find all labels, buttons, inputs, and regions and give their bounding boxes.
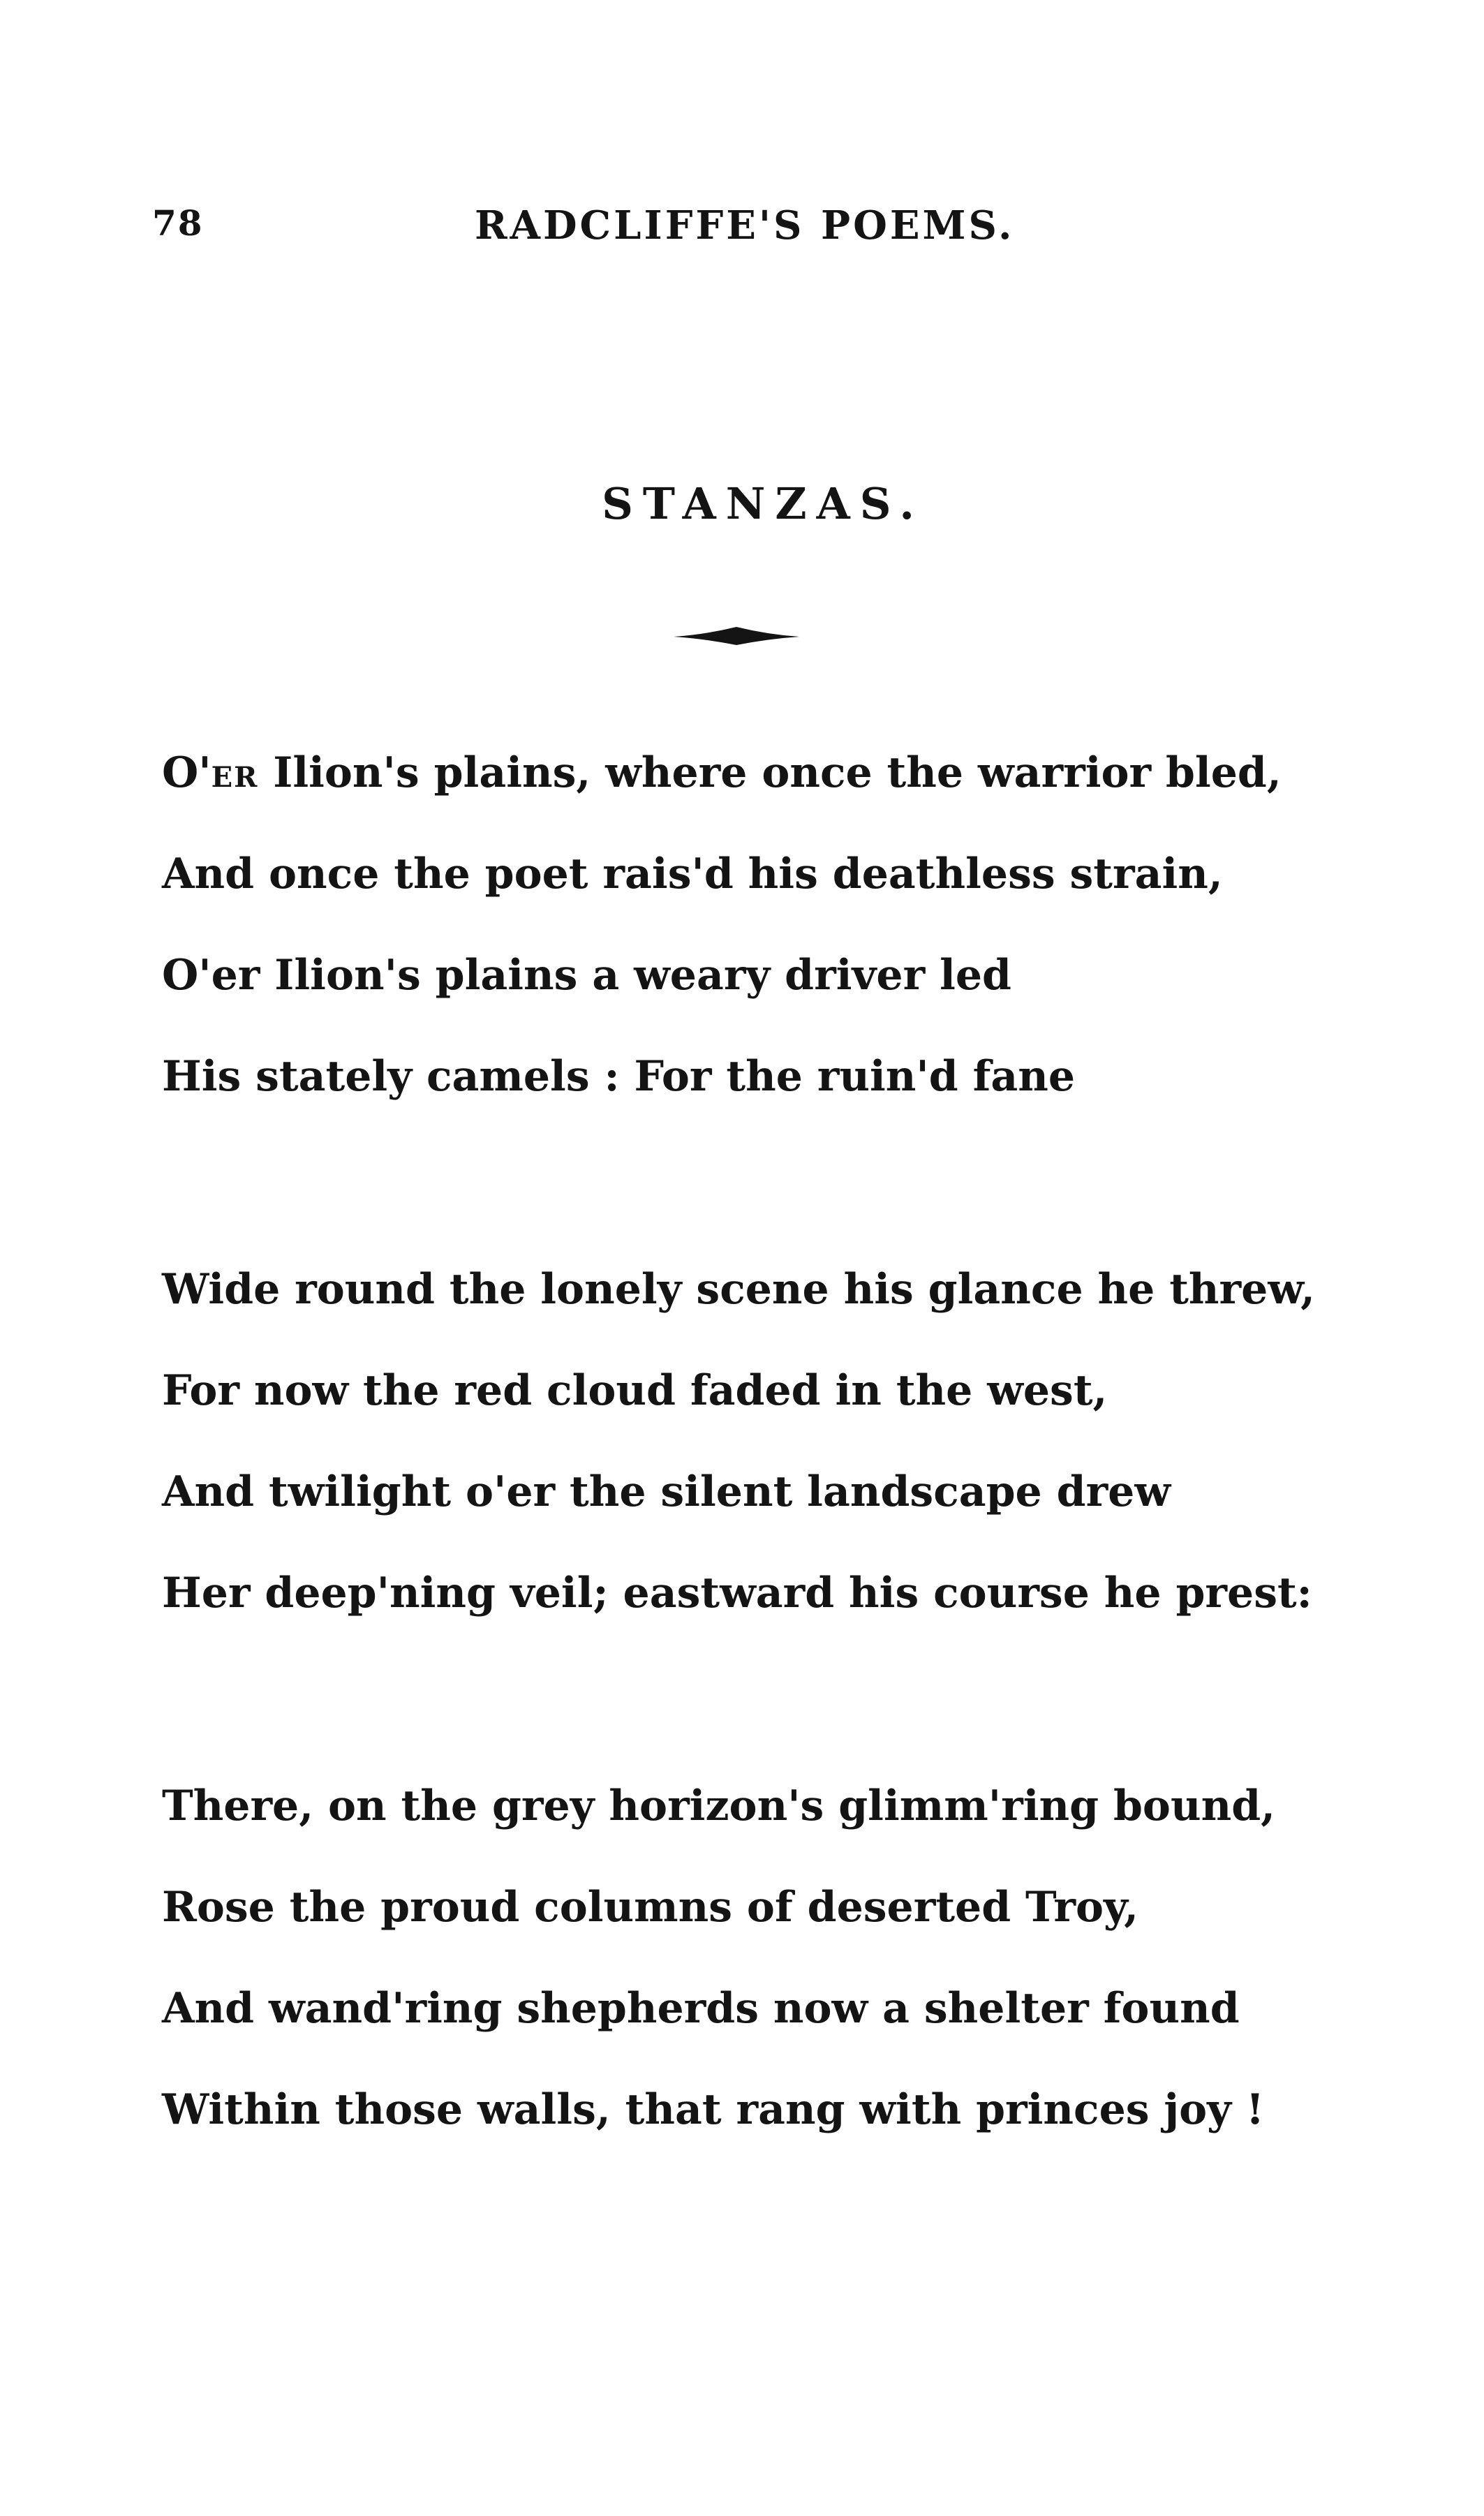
page-header bbox=[0, 202, 1484, 265]
running-title: RADCLIFFE'S POEMS. bbox=[475, 202, 1015, 249]
first-word-initial: O' bbox=[162, 748, 212, 797]
poem-line: O'er Ilion's plains a weary driver led bbox=[162, 951, 1011, 1000]
poem-line: There, on the grey horizon's glimm'ring bound, bbox=[162, 1782, 1276, 1830]
poem-line-text: Ilion's plains, where once the warrior bled, bbox=[258, 748, 1282, 797]
poem-body bbox=[162, 723, 1349, 2272]
poem-line: Her deep'ning veil; eastward his course he prest: bbox=[162, 1569, 1312, 1618]
poem-line: Wide round the lonely scene his glance he threw, bbox=[162, 1265, 1315, 1314]
page-number: 78 bbox=[152, 202, 204, 244]
printer-ornament-rule-icon bbox=[674, 621, 799, 649]
poem-line bbox=[162, 723, 1349, 824]
stanza-2 bbox=[162, 1239, 1349, 1644]
first-word-small-caps: ER bbox=[211, 761, 259, 794]
poem-line: Rose the proud columns of deserted Troy, bbox=[162, 1883, 1138, 1932]
poem-line: And once the poet rais'd his deathless strain, bbox=[162, 850, 1223, 898]
stanza-1 bbox=[162, 723, 1349, 1127]
poem-line: Within those walls, that rang with princes joy ! bbox=[162, 2085, 1265, 2134]
poem-line: And wand'ring shepherds now a shelter found bbox=[162, 1984, 1240, 2033]
poem-line: For now the red cloud faded in the west, bbox=[162, 1366, 1108, 1415]
poem-title: STANZAS. bbox=[602, 478, 924, 529]
stanza-3 bbox=[162, 1756, 1349, 2161]
poem-line: His stately camels : For the ruin'd fane bbox=[162, 1052, 1076, 1101]
poem-line: And twilight o'er the silent landscape drew bbox=[162, 1467, 1171, 1516]
